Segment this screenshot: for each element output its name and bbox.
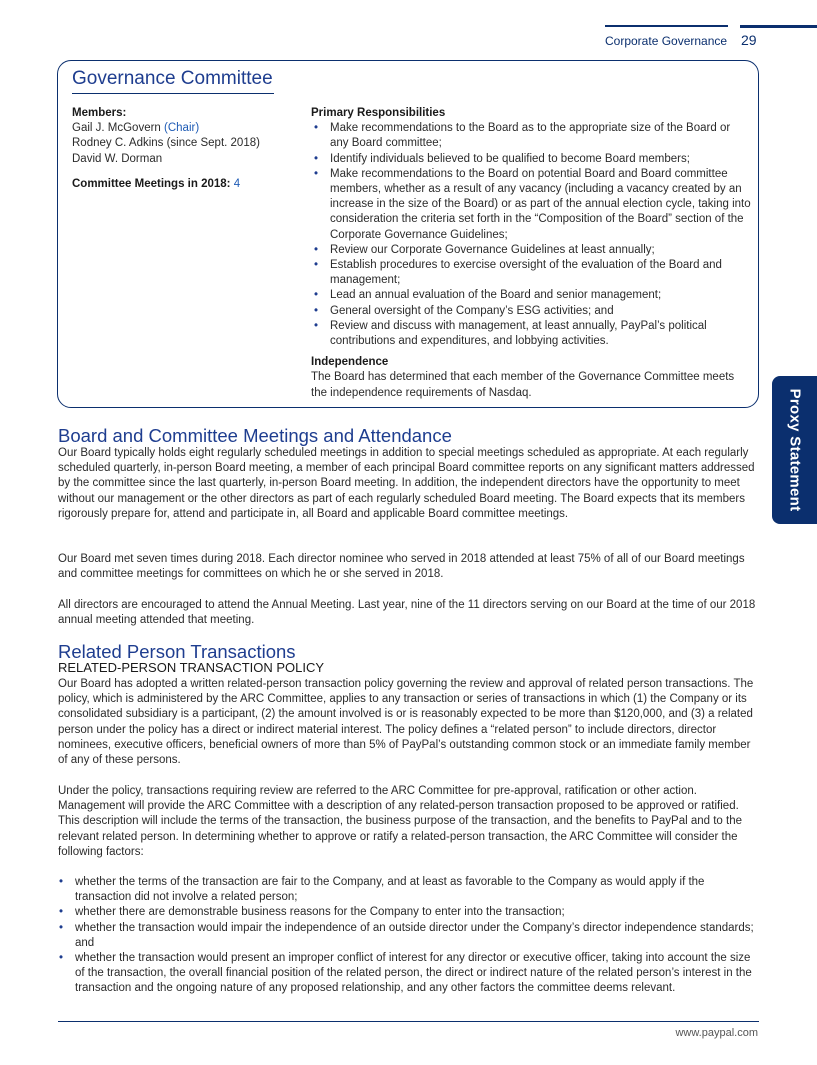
page-number: 29 xyxy=(741,32,757,48)
list-item: • Review and discuss with management, at least annually, PayPal’s political contributions and expenditures, and lobbying activities. xyxy=(311,319,751,349)
footer-rule xyxy=(58,1021,759,1022)
factors-list xyxy=(58,875,760,997)
members-label: Members: xyxy=(72,107,127,119)
header-rule-right xyxy=(740,25,817,28)
meetings-paragraph: All directors are encouraged to attend the Annual Meeting. Last year, nine of the 11 directors serving on our Board at the time of our 2018 annual meeting attended that meeting. xyxy=(58,599,756,627)
proxy-statement-tab-label: Proxy Statement xyxy=(786,388,803,512)
list-item: • Make recommendations to the Board on potential Board and Board committee members, whether as a result of any vacancy (including a vacancy created by an increase in the size of the Board) or as part of the annual election cycle, taking into consideration the criteria set forth in the “Composition of the Board” section of the Corporate Governance Guidelines; xyxy=(311,167,751,243)
member-item xyxy=(72,152,297,167)
list-item: • Review our Corporate Governance Guidelines at least annually; xyxy=(311,243,751,258)
list-item: • whether the transaction would impair the independence of an outside director under the Company’s director independence standards; and xyxy=(58,921,760,951)
meetings-section-title: Board and Committee Meetings and Attendance xyxy=(58,425,452,446)
member-role: (Chair) xyxy=(164,122,200,135)
list-item: • Identify individuals believed to be qualified to become Board members; xyxy=(311,152,751,167)
header-rule-left xyxy=(605,25,728,27)
member-name: Gail J. McGovern xyxy=(72,122,161,135)
footer-url[interactable]: www.paypal.com xyxy=(675,1027,758,1039)
list-item: • General oversight of the Company’s ESG activities; and xyxy=(311,304,751,319)
related-paragraph: Under the policy, transactions requiring review are referred to the ARC Committee for pre-approval, ratification or other action. Management will provide the ARC Committee with a description of any related-person transaction proposed to be approved or ratified. This description will include the terms of the transaction, the business purpose of the transaction, and the benefits to PayPal and to the relevant related person. In determining whether to approve or ratify a related-person transaction, the ARC Committee will consider the following factors: xyxy=(58,785,743,858)
member-item xyxy=(72,121,297,136)
list-item: • whether the transaction would present an improper conflict of interest for any director or executive officer, taking into account the size of the transaction, the overall financial position of the related person, the direct or indirect nature of the related person’s interest in the transaction and the ongoing nature of any proposed relationship, and any other factors the committee deems relevant. xyxy=(58,951,760,997)
committee-meetings xyxy=(72,177,297,192)
member-item xyxy=(72,136,297,151)
meetings-label: Committee Meetings in 2018: xyxy=(72,177,231,190)
policy-subheading: RELATED-PERSON TRANSACTION POLICY xyxy=(58,660,325,675)
committee-members-column xyxy=(72,106,297,192)
responsibilities-list xyxy=(311,121,751,349)
independence-text: The Board has determined that each member of the Governance Committee meets the independence requirements of Nasdaq. xyxy=(311,371,735,399)
list-item: • Lead an annual evaluation of the Board and senior management; xyxy=(311,288,751,303)
meetings-count: 4 xyxy=(233,177,241,190)
governance-committee-title: Governance Committee xyxy=(72,68,273,89)
independence-heading: Independence xyxy=(311,356,389,369)
related-section-title: Related Person Transactions xyxy=(58,641,296,662)
list-item: • Make recommendations to the Board as to the appropriate size of the Board or any Board committee; xyxy=(311,121,751,151)
member-name: David W. Dorman xyxy=(72,152,163,165)
list-item: • whether the terms of the transaction are fair to the Company, and at least as favorable to the Company as would apply if the transaction did not involve a related person; xyxy=(58,875,760,905)
header-section-name: Corporate Governance xyxy=(605,34,728,48)
governance-title-underline xyxy=(72,93,274,94)
meetings-paragraph: Our Board met seven times during 2018. Each director nominee who served in 2018 attended at least 75% of all of our Board meetings and committee meetings for committees on which he or she served in 2018. xyxy=(58,553,745,581)
list-item: • Establish procedures to exercise oversight of the evaluation of the Board and management; xyxy=(311,258,751,288)
responsibilities-heading: Primary Responsibilities xyxy=(311,107,446,119)
related-paragraph: Our Board has adopted a written related-person transaction policy governing the review and approval of related person transactions. The policy, which is administered by the ARC Committee, applies to any transaction or series of transactions in which (1) the Company or its consolidated subsidiary is a participant, (2) the amount involved is or is reasonably expected to be more than $120,000, and (3) a related person under the policy has a direct or indirect material interest. The policy defines a “related person” to include directors, director nominees, executive officers, beneficial owners of more than 5% of PayPal’s outstanding common stock or an immediate family member of any of these persons. xyxy=(58,678,754,767)
proxy-statement-tab[interactable] xyxy=(772,376,817,524)
list-item: • whether there are demonstrable business reasons for the Company to enter into the transaction; xyxy=(58,905,760,920)
member-name: Rodney C. Adkins (since Sept. 2018) xyxy=(72,137,260,150)
meetings-paragraph: Our Board typically holds eight regularly scheduled meetings in addition to special meetings scheduled as appropriate. At each regularly scheduled quarterly, in-person Board meeting, a member of each principal Board committee reports on any significant matters addressed by the committee since the last quarterly, in-person Board meeting. In addition, the independent directors have the opportunity to meet without our management or the other directors as part of each regularly scheduled Board meeting. The Board expects that its members rigorously prepare for, attend and participate in, all Board and applicable Board committee meetings. xyxy=(58,447,755,520)
responsibilities-column xyxy=(311,106,751,401)
